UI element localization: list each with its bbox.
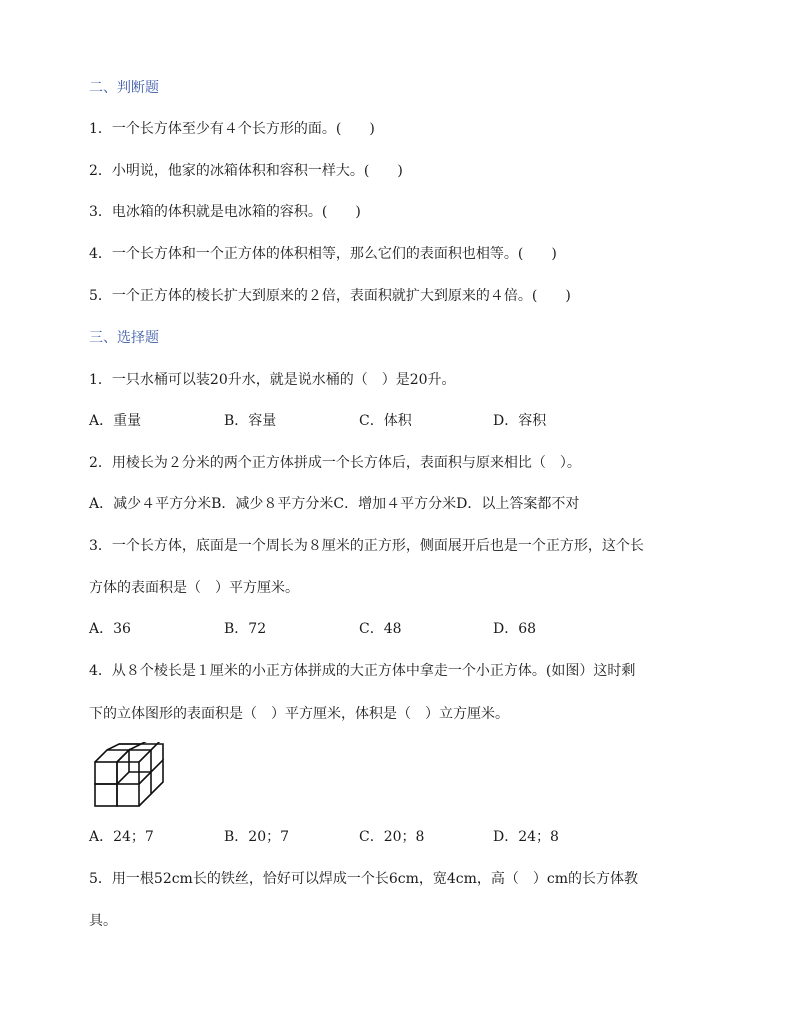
q4-option-c: C．20；8 bbox=[359, 829, 425, 845]
q3-option-b: B．72 bbox=[224, 621, 267, 637]
choice-question-2: 2．用棱长为２分米的两个正方体拼成一个长方体后，表面积与原来相比（ ）。 bbox=[89, 455, 581, 471]
q4-option-d: D．24；8 bbox=[493, 829, 559, 845]
choice-question-4-line-1: 4．从８个棱长是１厘米的小正方体拼成的大正方体中拿走一个小正方体。(如图）这时剩 bbox=[89, 663, 636, 679]
section-heading-judge: 二、判断题 bbox=[89, 80, 159, 96]
cube-figure bbox=[93, 742, 167, 808]
choice-question-4-line-2: 下的立体图形的表面积是（ ）平方厘米，体积是（ ）立方厘米。 bbox=[89, 706, 509, 722]
q1-option-c: C．体积 bbox=[359, 413, 412, 429]
judge-question-3: 3．电冰箱的体积就是电冰箱的容积。( ) bbox=[89, 204, 361, 220]
judge-question-5: 5．一个正方体的棱长扩大到原来的２倍，表面积就扩大到原来的４倍。( ) bbox=[89, 288, 571, 304]
judge-question-4: 4．一个长方体和一个正方体的体积相等，那么它们的表面积也相等。( ) bbox=[89, 246, 557, 262]
q1-option-a: A．重量 bbox=[89, 413, 142, 429]
q1-option-d: D．容积 bbox=[493, 413, 547, 429]
q4-option-a: A．24；7 bbox=[89, 829, 154, 845]
q2-options: A．减少４平方分米B．减少８平方分米C．增加４平方分米D．以上答案都不对 bbox=[89, 496, 580, 512]
choice-question-3-line-2: 方体的表面积是（ ）平方厘米。 bbox=[89, 580, 299, 596]
choice-question-1: 1．一只水桶可以装20升水，就是说水桶的（ ）是20升。 bbox=[89, 372, 456, 388]
choice-question-5-line-1: 5．用一根52cm长的铁丝，恰好可以焊成一个长6cm，宽4cm，高（ ）cm的长方体教 bbox=[89, 871, 638, 887]
choice-question-5-line-2: 具。 bbox=[89, 913, 117, 929]
judge-question-1: 1．一个长方体至少有４个长方形的面。( ) bbox=[89, 121, 375, 137]
choice-question-3-line-1: 3．一个长方体，底面是一个周长为８厘米的正方形，侧面展开后也是一个正方形，这个长 bbox=[89, 538, 644, 554]
q3-option-a: A．36 bbox=[89, 621, 131, 637]
q3-option-c: C．48 bbox=[359, 621, 402, 637]
q3-option-d: D．68 bbox=[493, 621, 537, 637]
section-heading-choice: 三、选择题 bbox=[89, 330, 159, 346]
judge-question-2: 2．小明说，他家的冰箱体积和容积一样大。( ) bbox=[89, 163, 403, 179]
q1-option-b: B．容量 bbox=[224, 413, 277, 429]
q4-option-b: B．20；7 bbox=[224, 829, 290, 845]
